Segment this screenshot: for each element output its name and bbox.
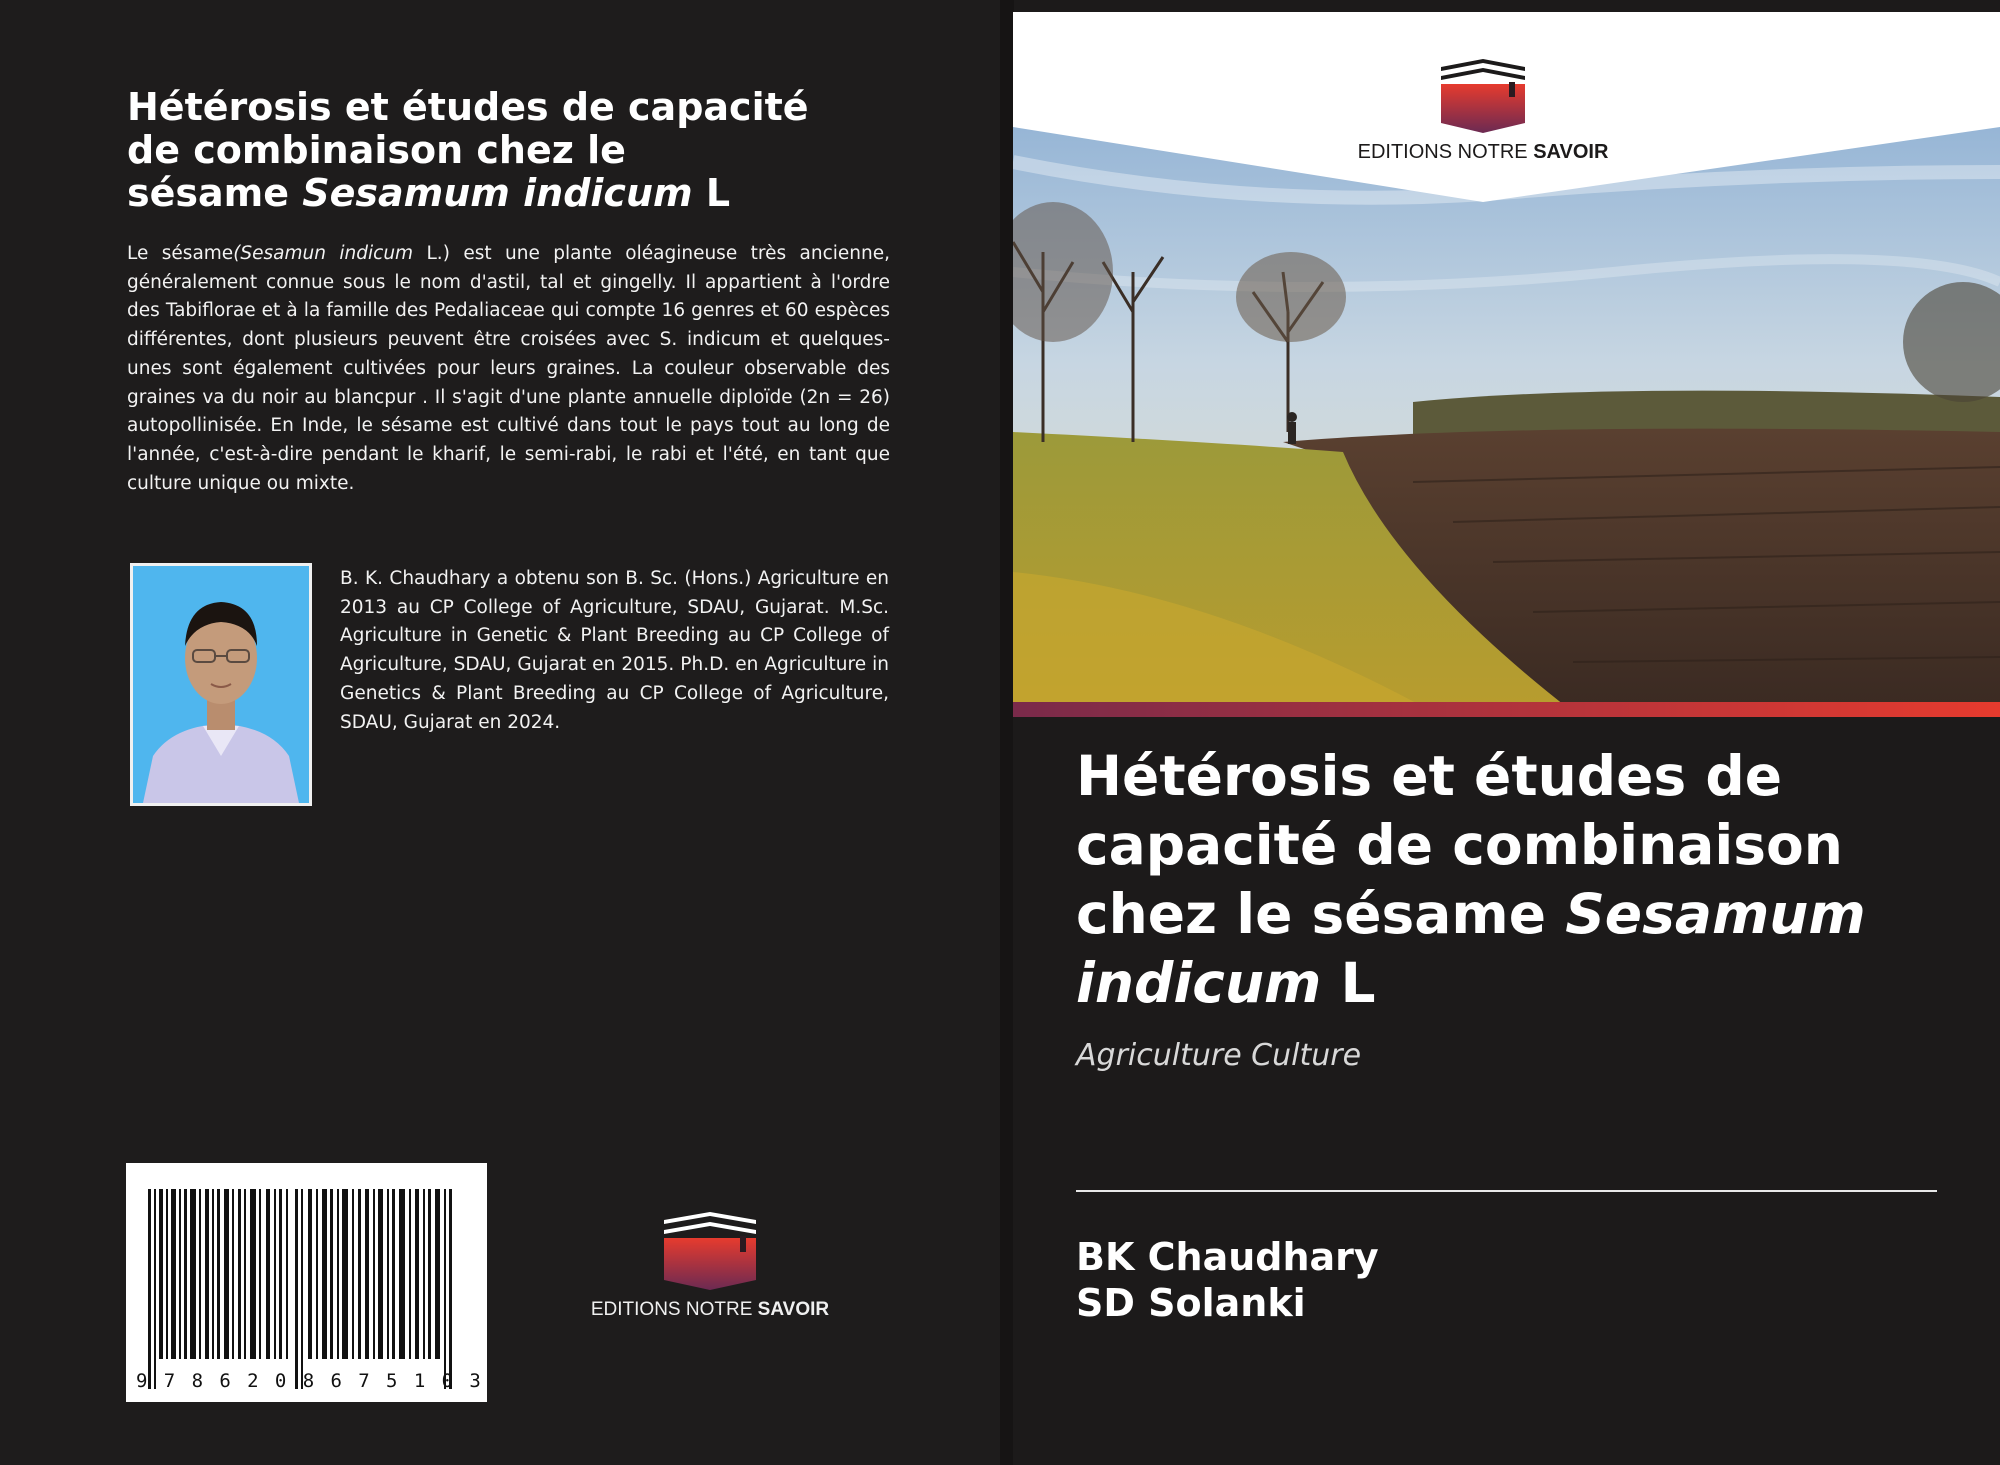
publisher-logo-front [1353, 57, 1613, 177]
series-subtitle: Agriculture Culture [1076, 1038, 1362, 1073]
front-cover [1013, 12, 2000, 1465]
author-bio: B. K. Chaudhary a obtenu son B. Sc. (Hons.) Agriculture en 2013 au CP College of Agriculture, SDAU, Gujarat. M.Sc. Agriculture in Genetic & Plant Breeding au CP College of Agriculture, SDAU, Gujarat en 2015. Ph.D. en Agriculture in Genetics & Plant Breeding au CP College of Agriculture, SDAU, Gujarat en 2024. [340, 568, 889, 733]
book-stack-icon [1353, 57, 1613, 137]
divider [1076, 1190, 1937, 1192]
book-stack-icon [590, 1210, 830, 1295]
isbn-digits: 9 7 8 6 2 0 8 6 7 5 1 0 3 [136, 1370, 481, 1392]
author-name: BK Chaudhary [1076, 1235, 1379, 1279]
isbn-barcode [126, 1163, 487, 1402]
back-cover-title: Hétérosis et études de capacité de combinaison chez le sésame Sesamum indicum L [127, 85, 809, 215]
front-cover-title: Hétérosis et études de capacité de combinaison chez le sésame Sesamum indicum L [1076, 744, 1866, 1015]
publisher-name: EDITIONS NOTRE SAVOIR [590, 1299, 830, 1320]
spine [1000, 0, 1014, 1465]
author-list [1076, 1234, 1379, 1326]
author-photo [130, 563, 312, 806]
author-name: SD Solanki [1076, 1281, 1306, 1325]
back-cover-blurb: Le sésame(Sesamun indicum L.) est une plante oléagineuse très ancienne, généralement connue sous le nom d'astil, tal et gingelly. Il appartient à l'ordre des Tabiflorae et à la famille des Pedaliaceae qui compte 16 genres et 60 espèces différentes, dont plusieurs peuvent être croisées avec S. indicum et quelques-unes sont également cultivées pour leurs graines. La couleur observable des graines va du noir au blancpur . Il s'agit d'une plante annuelle diploïde (2n = 26) autopollinisée. En Inde, le sésame est cultivé dans tout le pays tout au long de l'année, c'est-à-dire pendant le kharif, le semi-rabi, le rabi et l'été, en tant que culture unique ou mixte. [127, 243, 890, 494]
publisher-name: EDITIONS NOTRE SAVOIR [1357, 141, 1609, 163]
publisher-logo-back [590, 1210, 830, 1330]
